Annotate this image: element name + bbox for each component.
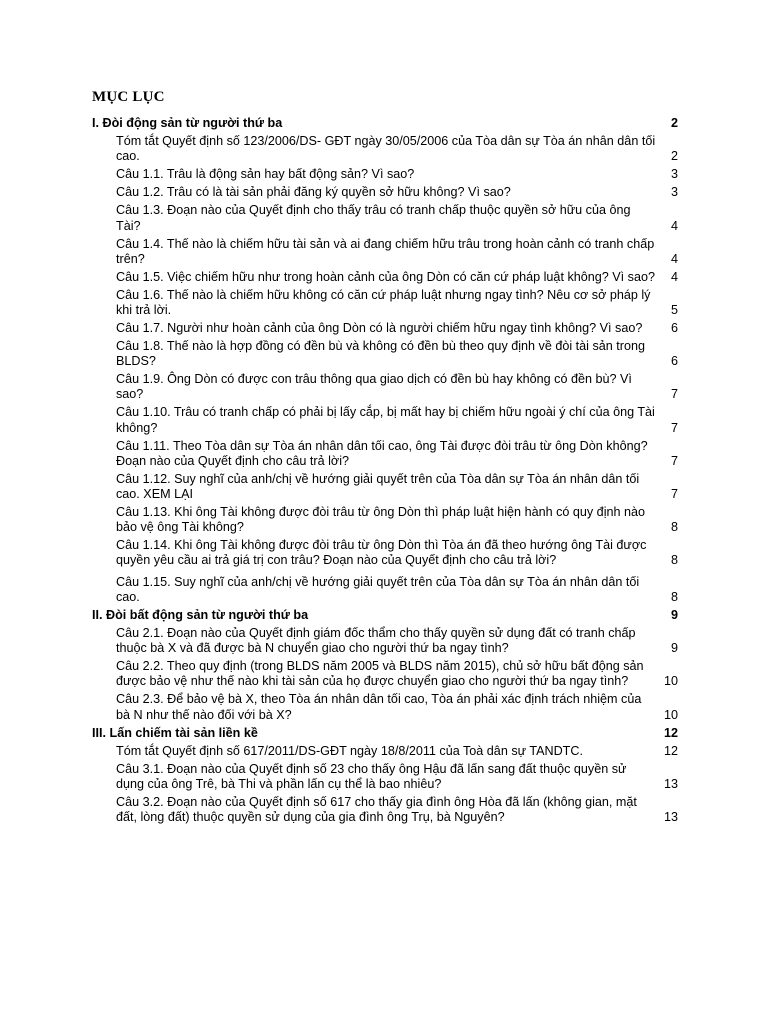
toc-section-3[interactable] bbox=[92, 726, 678, 741]
toc-entry-text: Câu 1.7. Người như hoàn cảnh của ông Dòn có là người chiếm hữu ngay tình không? Vì sao? bbox=[116, 321, 643, 336]
toc-page-number: 7 bbox=[670, 453, 678, 468]
toc-entry-text: Tóm tắt Quyết định số 123/2006/DS- GĐT ngày 30/05/2006 của Tòa dân sự Tòa án nhân dân tối cao. bbox=[116, 134, 656, 164]
toc-page-number: 6 bbox=[670, 354, 678, 369]
section-page-number: 9 bbox=[670, 607, 678, 622]
toc-entry-text: Câu 1.5. Việc chiếm hữu như trong hoàn cảnh của ông Dòn có căn cứ pháp luật không? Vì sao? bbox=[116, 269, 655, 284]
toc-entry[interactable] bbox=[92, 744, 678, 759]
section-title: III. Lấn chiếm tài sản liền kề bbox=[92, 725, 258, 740]
toc-entry[interactable] bbox=[92, 626, 678, 656]
toc-entry[interactable] bbox=[92, 372, 678, 402]
toc-page-number: 7 bbox=[670, 387, 678, 402]
toc-entry-text: Câu 1.15. Suy nghĩ của anh/chị về hướng giải quyết trên của Tòa dân sự Tòa án nhân dân tối cao. bbox=[116, 574, 640, 604]
toc-entry-text: Câu 2.2. Theo quy định (trong BLDS năm 2005 và BLDS năm 2015), chủ sở hữu bất động sản được bảo vệ như thế nào khi tài sản của họ được chuyển giao cho người thứ ba ngay tình? bbox=[116, 659, 644, 689]
toc-page-number: 13 bbox=[664, 810, 679, 825]
toc-page-number: 7 bbox=[670, 420, 678, 435]
toc-entry[interactable] bbox=[92, 270, 678, 285]
section-page-number: 2 bbox=[670, 116, 678, 130]
toc-entry[interactable] bbox=[92, 762, 678, 792]
toc-entry-text: Câu 1.9. Ông Dòn có được con trâu thông qua giao dịch có đền bù hay không có đền bù? Vì sao? bbox=[116, 372, 632, 402]
toc-entry-text: Câu 3.1. Đoạn nào của Quyết định số 23 cho thấy ông Hậu đã lấn sang đất thuộc quyền sử dụng của ông Trê, bà Thi và phần lấn cụ thể là bao nhiêu? bbox=[116, 761, 627, 792]
toc-entry-text: Câu 1.11. Theo Tòa dân sự Tòa án nhân dân tối cao, ông Tài được đòi trâu từ ông Dòn không? Đoạn nào của Quyết định cho câu trả lời? bbox=[116, 438, 648, 468]
toc-page-number: 10 bbox=[664, 707, 679, 722]
toc-page-number: 7 bbox=[670, 487, 678, 502]
toc-entry-text: Câu 1.3. Đoạn nào của Quyết định cho thấy trâu có tranh chấp thuộc quyền sở hữu của ông Tài? bbox=[116, 203, 631, 233]
toc-page-number: 6 bbox=[670, 321, 678, 336]
toc-entry[interactable] bbox=[92, 134, 678, 164]
section-title: II. Đòi bất động sản từ người thứ ba bbox=[92, 607, 309, 622]
toc-entry-text: Câu 2.3. Để bảo vệ bà X, theo Tòa án nhân dân tối cao, Tòa án phải xác định trách nhiệm của bà N như thế nào đối với bà X? bbox=[116, 692, 642, 722]
toc-entry[interactable] bbox=[92, 692, 678, 722]
toc-entry[interactable] bbox=[92, 795, 678, 825]
page-title: MỤC LỤC bbox=[92, 89, 165, 105]
toc-entry[interactable] bbox=[92, 405, 678, 435]
toc-page-number: 3 bbox=[670, 167, 678, 182]
toc-entry-text: Câu 1.10. Trâu có tranh chấp có phải bị lấy cắp, bị mất hay bị chiếm hữu ngoài ý chí của ông Tài không? bbox=[116, 405, 655, 435]
toc-entry-text: Câu 2.1. Đoạn nào của Quyết định giám đốc thẩm cho thấy quyền sử dụng đất có tranh chấp thuộc bà X và đã được bà N chuyển giao cho người thứ ba ngay tình? bbox=[116, 626, 636, 656]
toc-page-number: 4 bbox=[670, 251, 678, 266]
toc-entry[interactable] bbox=[92, 237, 678, 267]
toc-entry-text: Câu 1.6. Thế nào là chiếm hữu không có căn cứ pháp luật nhưng ngay tình? Nêu cơ sở pháp lý khi trả lời. bbox=[116, 287, 651, 318]
section-page-number: 12 bbox=[663, 725, 678, 740]
toc-entry[interactable] bbox=[92, 575, 678, 605]
toc-page-number: 3 bbox=[670, 185, 678, 200]
toc-page-number: 10 bbox=[664, 674, 679, 689]
toc-entry-text: Câu 1.13. Khi ông Tài không được đòi trâu từ ông Dòn thì pháp luật hiện hành có quy định nào bảo vệ ông Tài không? bbox=[116, 505, 646, 535]
toc-entry[interactable] bbox=[92, 439, 678, 469]
toc-entry-text: Câu 1.12. Suy nghĩ của anh/chị về hướng giải quyết trên của Tòa dân sự Tòa án nhân dân tối cao. XEM LẠI bbox=[116, 471, 640, 502]
toc-entry[interactable] bbox=[92, 472, 678, 502]
toc-entry-text: Câu 1.1. Trâu là động sản hay bất động sản? Vì sao? bbox=[116, 167, 415, 182]
toc-entry[interactable] bbox=[92, 185, 678, 200]
toc-entry[interactable] bbox=[92, 167, 678, 182]
toc-entry-text: Câu 1.8. Thế nào là hợp đồng có đền bù và không có đền bù theo quy định về đòi tài sản trong BLDS? bbox=[116, 339, 645, 369]
toc-page-number: 8 bbox=[670, 589, 678, 604]
toc-page-number: 8 bbox=[670, 520, 678, 535]
toc-entry-text: Câu 1.2. Trâu có là tài sản phải đăng ký quyền sở hữu không? Vì sao? bbox=[116, 185, 511, 200]
toc-entry[interactable] bbox=[92, 203, 678, 233]
toc-entry[interactable] bbox=[92, 288, 678, 318]
toc-section-1[interactable] bbox=[92, 116, 678, 131]
toc-section-2[interactable] bbox=[92, 608, 678, 623]
toc-entry-text: Câu 1.14. Khi ông Tài không được đòi trâu từ ông Dòn thì Tòa án đã theo hướng ông Tài được quyền yêu cầu ai trả giá trị con trâu? Đoạn nào của Quyết định cho câu trả lời? bbox=[116, 538, 647, 568]
toc-page-number: 4 bbox=[670, 269, 678, 284]
toc-entry-text: Câu 3.2. Đoạn nào của Quyết định số 617 cho thấy gia đình ông Hòa đã lấn (không gian, mặt đất, lòng đất) thuộc quyền sử dụng của gia đình ông Trụ, bà Nguyên? bbox=[116, 795, 637, 825]
toc-page-number: 13 bbox=[664, 777, 679, 792]
toc-page-number: 9 bbox=[670, 641, 678, 656]
toc-entry[interactable] bbox=[92, 505, 678, 535]
toc-entry[interactable] bbox=[92, 538, 678, 568]
toc-page-number: 12 bbox=[664, 743, 679, 758]
toc-entry-text: Câu 1.4. Thế nào là chiếm hữu tài sản và ai đang chiếm hữu trâu trong hoàn cảnh có tranh chấp trên? bbox=[116, 236, 655, 266]
toc-entry-text: Tóm tắt Quyết định số 617/2011/DS-GĐT ngày 18/8/2011 của Toà dân sự TANDTC. bbox=[116, 743, 583, 758]
toc-page-number: 8 bbox=[670, 553, 678, 568]
toc-page-number: 4 bbox=[670, 218, 678, 233]
section-title: I. Đòi động sản từ người thứ ba bbox=[92, 116, 283, 130]
toc-page-number: 5 bbox=[670, 303, 678, 318]
toc-entry[interactable] bbox=[92, 321, 678, 336]
toc-entry[interactable] bbox=[92, 339, 678, 369]
toc-entry[interactable] bbox=[92, 659, 678, 689]
table-of-contents bbox=[92, 88, 678, 828]
toc-page-number: 2 bbox=[670, 149, 678, 164]
